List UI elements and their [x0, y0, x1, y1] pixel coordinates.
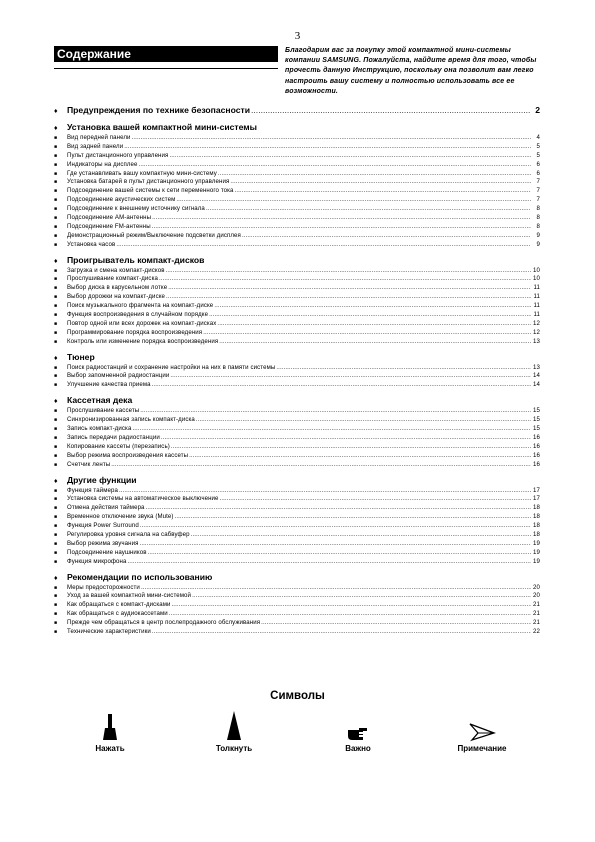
square-bullet-icon: ■	[54, 223, 58, 230]
toc-entry[interactable]	[54, 196, 540, 205]
diamond-bullet-icon: ♦	[54, 398, 58, 406]
toc-section	[54, 352, 540, 391]
square-bullet-icon: ■	[54, 276, 58, 283]
toc-entry-label: Запись компакт-диска	[67, 425, 132, 433]
toc-leader	[175, 513, 531, 520]
toc-leader	[230, 178, 531, 185]
square-bullet-icon: ■	[54, 206, 58, 213]
toc-entry-label: Поиск музыкального фрагмента на компакт-диске	[67, 302, 214, 310]
toc-page-number: 16	[533, 451, 540, 459]
toc-page-number: 7	[536, 187, 540, 195]
toc-page-number: 11	[533, 293, 540, 301]
toc-entry-label: Пульт дистанционного управления	[67, 151, 169, 159]
toc-leader	[148, 549, 531, 556]
toc-page-number: 2	[535, 105, 540, 115]
toc-page-number: 22	[533, 627, 540, 635]
toc-page-number: 7	[536, 196, 540, 204]
toc-leader	[203, 329, 531, 336]
square-bullet-icon: ■	[54, 417, 58, 424]
toc-page-number: 9	[536, 240, 540, 248]
toc-entry-label: Подсоединение АМ-антенны	[67, 214, 152, 222]
toc-entry-label: Как обращаться с аудиокассетами	[67, 610, 168, 618]
toc-leader	[168, 284, 531, 291]
toc-entry[interactable]	[54, 601, 540, 610]
square-bullet-icon: ■	[54, 364, 58, 371]
toc-section-title: Предупреждения по технике безопасности	[67, 105, 251, 115]
toc-entry[interactable]	[54, 381, 540, 390]
toc-entry-label: Отмена действия таймера	[67, 504, 145, 512]
toc-section	[54, 395, 540, 469]
square-bullet-icon: ■	[54, 584, 58, 591]
toc-leader	[251, 105, 531, 115]
toc-section	[54, 105, 540, 117]
toc-leader	[172, 601, 531, 608]
toc-page-number: 7	[536, 178, 540, 186]
square-bullet-icon: ■	[54, 312, 58, 319]
toc-leader	[140, 540, 531, 547]
toc-page-number: 6	[536, 169, 540, 177]
toc-section	[54, 122, 540, 250]
toc-entry-label: Как обращаться с компакт-дисками	[67, 601, 171, 609]
toc-entry-label: Программирование порядка воспроизведения	[67, 328, 203, 336]
square-bullet-icon: ■	[54, 593, 58, 600]
square-bullet-icon: ■	[54, 373, 58, 380]
toc-entry[interactable]	[54, 452, 540, 461]
toc-entry-label: Выбор диска в карусельном лотке	[67, 284, 168, 292]
toc-page-number: 18	[533, 530, 540, 538]
toc-page-number: 16	[533, 460, 540, 468]
toc-entry-label: Подсоединение наушников	[67, 548, 147, 556]
toc-leader	[189, 452, 531, 459]
toc-entry-label: Подсоединение вашей системы к сети переменного тока	[67, 187, 234, 195]
toc-entry[interactable]	[54, 329, 540, 338]
toc-page-number: 9	[536, 231, 540, 239]
square-bullet-icon: ■	[54, 540, 58, 547]
toc-entry[interactable]	[54, 320, 540, 329]
toc-page-number: 13	[533, 363, 540, 371]
toc-leader	[218, 170, 531, 177]
toc-page-number: 21	[533, 619, 540, 627]
toc-entry-label: Выбор запомненной радиостанции	[67, 372, 170, 380]
toc-leader	[217, 320, 531, 327]
square-bullet-icon: ■	[54, 523, 58, 530]
toc-leader	[159, 275, 531, 282]
square-bullet-icon: ■	[54, 443, 58, 450]
toc-leader	[261, 619, 531, 626]
toc-page-number: 6	[536, 160, 540, 168]
toc-entry[interactable]	[54, 407, 540, 416]
pen-nib-icon	[427, 712, 537, 742]
square-bullet-icon: ■	[54, 232, 58, 239]
toc-leader	[220, 495, 531, 502]
square-bullet-icon: ■	[54, 558, 58, 565]
toc-section-title: Рекомендации по использованию	[67, 571, 213, 582]
toc-entry[interactable]	[54, 425, 540, 434]
toc-entry[interactable]	[54, 495, 540, 504]
toc-entry-label: Подсоединение акустических систем	[67, 196, 176, 204]
square-bullet-icon: ■	[54, 514, 58, 521]
square-bullet-icon: ■	[54, 505, 58, 512]
toc-entry-label: Где устанавливать вашу компактную мини-систему	[67, 169, 217, 177]
symbol-label: Примечание	[457, 744, 507, 753]
toc-leader	[119, 487, 531, 494]
square-bullet-icon: ■	[54, 267, 58, 274]
toc-page-number: 15	[533, 407, 540, 415]
square-bullet-icon: ■	[54, 496, 58, 503]
toc-leader	[141, 584, 531, 591]
toc-page-number: 21	[533, 610, 540, 618]
symbol-press	[55, 712, 165, 753]
toc-entry[interactable]	[54, 504, 540, 513]
square-bullet-icon: ■	[54, 135, 58, 141]
toc-section-heading[interactable]	[54, 122, 540, 134]
page-number: 3	[294, 30, 301, 42]
toc-leader	[116, 241, 531, 248]
intro-text: Благодарим вас за покупку этой компактной мини-системы компании SAMSUNG. Пожалуйста, найдите время для того, чтобы прочесть данную Инструкцию, поскольку она позволит вам легко настроить вашу систему и полностью использовать все ее возможности.	[285, 47, 537, 95]
toc-page-number: 11	[533, 302, 540, 310]
toc-leader	[124, 143, 531, 150]
toc-entry[interactable]	[54, 372, 540, 381]
square-bullet-icon: ■	[54, 152, 58, 159]
toc-entry[interactable]	[54, 284, 540, 293]
toc-entry[interactable]	[54, 619, 540, 628]
toc-page-number: 21	[533, 601, 540, 609]
toc-page-number: 14	[533, 372, 540, 380]
toc-entry-label: Установка часов	[67, 240, 116, 248]
square-bullet-icon: ■	[54, 426, 58, 433]
toc-leader	[111, 461, 531, 468]
toc-section-heading[interactable]	[54, 255, 540, 267]
toc-entry-label: Поиск радиостанций и сохранение настройки на них в памяти системы	[67, 363, 276, 371]
toc-page-number: 20	[533, 592, 540, 600]
toc-leader	[152, 223, 531, 230]
toc-entry[interactable]	[54, 187, 540, 196]
toc-leader	[132, 134, 531, 141]
toc-entry[interactable]	[54, 134, 540, 143]
toc-entry-label: Меры предосторожности	[67, 583, 140, 591]
toc-entry[interactable]	[54, 364, 540, 373]
toc-entry-label: Прежде чем обращаться в центр послепродажного обслуживания	[67, 619, 261, 627]
toc-entry[interactable]	[54, 584, 540, 593]
toc-page-number: 11	[533, 284, 540, 292]
toc-entry-label: Выбор режима воспроизведения кассеты	[67, 451, 189, 459]
toc-entry-label: Подсоединение к внешнему источнику сигнала	[67, 205, 205, 213]
toc-leader	[191, 531, 531, 538]
diamond-bullet-icon: ♦	[54, 574, 58, 582]
toc-section-heading[interactable]	[54, 395, 540, 407]
square-bullet-icon: ■	[54, 161, 58, 168]
square-bullet-icon: ■	[54, 549, 58, 556]
square-bullet-icon: ■	[54, 487, 58, 494]
toc-entry[interactable]	[54, 223, 540, 232]
toc-section-title: Другие функции	[67, 474, 137, 485]
toc-page-number: 18	[533, 513, 540, 521]
toc-section-heading[interactable]	[54, 572, 540, 584]
toc-leader	[152, 381, 531, 388]
toc-page-number: 15	[533, 425, 540, 433]
toc-entry[interactable]	[54, 434, 540, 443]
toc-entry[interactable]	[54, 205, 540, 214]
toc-leader	[196, 416, 531, 423]
toc-page-number: 16	[533, 442, 540, 450]
toc-entry-label: Установка батарей в пульт дистанционного управления	[67, 178, 230, 186]
toc-page-number: 17	[533, 495, 540, 503]
toc-entry-label: Регулировка уровня сигнала на сабвуфер	[67, 530, 190, 538]
toc-entry[interactable]	[54, 178, 540, 187]
toc-leader	[166, 293, 531, 300]
diamond-bullet-icon: ♦	[54, 257, 58, 265]
toc-page-number: 18	[533, 504, 540, 512]
toc-entry-label: Повтор одной или всех дорожек на компакт-дисках	[67, 319, 217, 327]
toc-page-number: 17	[533, 486, 540, 494]
toc-leader	[128, 558, 532, 565]
toc-entry-label: Установка системы на автоматическое выключение	[67, 495, 219, 503]
symbol-label: Толкнуть	[215, 744, 253, 753]
symbol-label: Важно	[345, 744, 371, 753]
diamond-bullet-icon: ♦	[54, 108, 58, 115]
toc-section-title: Тюнер	[67, 351, 95, 362]
toc-entry[interactable]	[54, 161, 540, 170]
square-bullet-icon: ■	[54, 452, 58, 459]
toc-page-number: 8	[536, 214, 540, 222]
toc-leader	[139, 161, 531, 168]
symbol-push	[179, 712, 289, 753]
toc-entry-label: Выбор дорожки на компакт-диске	[67, 293, 166, 301]
toc-entry[interactable]	[54, 628, 540, 637]
toc-entry[interactable]	[54, 214, 540, 223]
square-bullet-icon: ■	[54, 531, 58, 538]
toc-section-title: Кассетная дека	[67, 395, 133, 406]
symbol-note	[427, 712, 537, 753]
toc-page-number: 13	[533, 337, 540, 345]
toc-entry[interactable]	[54, 143, 540, 152]
toc-page-number: 19	[533, 548, 540, 556]
toc-page-number: 20	[533, 583, 540, 591]
toc-entry-label: Копирование кассеты (перезапись)	[67, 442, 170, 450]
toc-entry[interactable]	[54, 610, 540, 619]
square-bullet-icon: ■	[54, 197, 58, 204]
toc-entry[interactable]	[54, 267, 540, 276]
square-bullet-icon: ■	[54, 408, 58, 415]
toc-leader	[242, 232, 531, 239]
symbol-label: Нажать	[95, 744, 125, 753]
toc-page-number: 8	[536, 222, 540, 230]
toc-page-number: 5	[536, 151, 540, 159]
toc-page-number: 8	[536, 205, 540, 213]
pointing-hand-icon	[303, 712, 413, 742]
toc-leader	[140, 407, 531, 414]
toc-entry-label: Подсоединение FM-антенны	[67, 222, 151, 230]
symbol-important	[303, 712, 413, 753]
square-bullet-icon: ■	[54, 611, 58, 618]
toc-leader	[219, 338, 531, 345]
push-icon	[179, 712, 289, 742]
toc-entry[interactable]	[54, 558, 540, 567]
toc-entry-label: Счетчик ленты	[67, 460, 111, 468]
symbols-title: Символы	[270, 690, 325, 702]
toc-entry[interactable]	[54, 487, 540, 496]
toc-section-heading[interactable]	[54, 352, 540, 364]
square-bullet-icon: ■	[54, 320, 58, 327]
toc-entry[interactable]	[54, 311, 540, 320]
toc-entry[interactable]	[54, 170, 540, 179]
toc-leader	[176, 196, 531, 203]
toc-leader	[146, 504, 531, 511]
toc-leader	[169, 152, 531, 159]
title-divider	[54, 68, 278, 69]
toc-entry[interactable]	[54, 416, 540, 425]
toc-entry-label: Контроль или изменение порядка воспроизведения	[67, 337, 219, 345]
page-title: Содержание	[54, 46, 278, 62]
toc-entry-label: Прослушивание компакт-диска	[67, 275, 158, 283]
toc-page-number: 11	[533, 311, 540, 319]
toc-entry-label: Функция воспроизведения в случайном порядке	[67, 311, 209, 319]
toc-entry-label: Демонстрационный режим/Выключение подсветки дисплея	[67, 231, 241, 239]
square-bullet-icon: ■	[54, 294, 58, 301]
toc-entry-label: Уход за вашей компактной мини-системой	[67, 592, 192, 600]
toc-section-title: Установка вашей компактной мини-системы	[67, 122, 257, 132]
toc-entry[interactable]	[54, 461, 540, 470]
toc-page-number: 10	[533, 266, 540, 274]
square-bullet-icon: ■	[54, 215, 58, 222]
toc-page-number: 19	[533, 557, 540, 565]
toc-entry-label: Функция таймера	[67, 486, 118, 494]
square-bullet-icon: ■	[54, 602, 58, 609]
toc-page-number: 12	[533, 319, 540, 327]
toc-page-number: 12	[533, 328, 540, 336]
toc-entry-label: Функция Power Surround	[67, 522, 139, 530]
toc-section	[54, 475, 540, 567]
toc-entry[interactable]	[54, 549, 540, 558]
toc-leader	[206, 205, 531, 212]
toc-entry[interactable]	[54, 275, 540, 284]
table-of-contents	[54, 105, 540, 642]
toc-leader	[152, 628, 531, 635]
toc-entry[interactable]	[54, 540, 540, 549]
toc-entry[interactable]	[54, 443, 540, 452]
toc-entry[interactable]	[54, 522, 540, 531]
square-bullet-icon: ■	[54, 461, 58, 468]
toc-page-number: 14	[533, 381, 540, 389]
square-bullet-icon: ■	[54, 382, 58, 389]
toc-leader	[152, 214, 531, 221]
toc-leader	[209, 311, 531, 318]
toc-entry-label: Технические характеристики	[67, 627, 151, 635]
square-bullet-icon: ■	[54, 303, 58, 310]
toc-section	[54, 572, 540, 637]
toc-page-number: 10	[533, 275, 540, 283]
toc-leader	[132, 425, 531, 432]
square-bullet-icon: ■	[54, 170, 58, 177]
toc-page-number: 19	[533, 539, 540, 547]
square-bullet-icon: ■	[54, 620, 58, 627]
toc-entry-label: Запись передачи радиостанции	[67, 433, 160, 441]
toc-page-number: 4	[536, 134, 540, 141]
toc-leader	[161, 434, 531, 441]
press-icon	[55, 712, 165, 742]
toc-entry-label: Синхронизированная запись компакт-диска	[67, 416, 195, 424]
toc-entry[interactable]	[54, 232, 540, 241]
square-bullet-icon: ■	[54, 179, 58, 186]
toc-entry[interactable]	[54, 592, 540, 601]
square-bullet-icon: ■	[54, 188, 58, 195]
square-bullet-icon: ■	[54, 143, 58, 150]
toc-entry[interactable]	[54, 513, 540, 522]
toc-leader	[276, 364, 531, 371]
toc-entry-label: Вид передней панели	[67, 134, 131, 141]
toc-entry-label: Вид задней панели	[67, 142, 124, 150]
diamond-bullet-icon: ♦	[54, 477, 58, 485]
toc-leader	[235, 187, 531, 194]
diamond-bullet-icon: ♦	[54, 125, 58, 132]
square-bullet-icon: ■	[54, 285, 58, 292]
toc-section-heading[interactable]	[54, 475, 540, 487]
toc-leader	[192, 592, 531, 599]
toc-entry-label: Прослушивание кассеты	[67, 407, 140, 415]
toc-entry-label: Индикаторы на дисплее	[67, 160, 138, 168]
toc-section-title: Проигрыватель компакт-дисков	[67, 254, 205, 265]
toc-entry[interactable]	[54, 531, 540, 540]
square-bullet-icon: ■	[54, 434, 58, 441]
toc-entry[interactable]	[54, 152, 540, 161]
toc-leader	[169, 610, 531, 617]
diamond-bullet-icon: ♦	[54, 354, 58, 362]
toc-entry[interactable]	[54, 241, 540, 250]
toc-page-number: 18	[533, 522, 540, 530]
toc-page-number: 16	[533, 433, 540, 441]
toc-leader	[166, 267, 531, 274]
toc-leader	[214, 302, 531, 309]
toc-entry-label: Функция микрофона	[67, 557, 127, 565]
toc-entry-label: Временное отключение звука (Mute)	[67, 513, 174, 521]
toc-entry-label: Загрузка и смена компакт-дисков	[67, 266, 165, 274]
toc-entry-label: Выбор режима звучания	[67, 539, 139, 547]
toc-section	[54, 255, 540, 347]
square-bullet-icon: ■	[54, 338, 58, 345]
toc-entry-label: Улучшение качества приема	[67, 381, 151, 389]
toc-entry[interactable]	[54, 293, 540, 302]
square-bullet-icon: ■	[54, 628, 58, 635]
toc-page-number: 5	[536, 142, 540, 150]
toc-section-heading[interactable]	[54, 105, 540, 117]
toc-leader	[171, 443, 531, 450]
toc-entry[interactable]	[54, 338, 540, 347]
toc-leader	[140, 522, 531, 529]
square-bullet-icon: ■	[54, 241, 58, 248]
toc-entry[interactable]	[54, 302, 540, 311]
toc-page-number: 15	[533, 416, 540, 424]
toc-leader	[170, 372, 531, 379]
square-bullet-icon: ■	[54, 329, 58, 336]
